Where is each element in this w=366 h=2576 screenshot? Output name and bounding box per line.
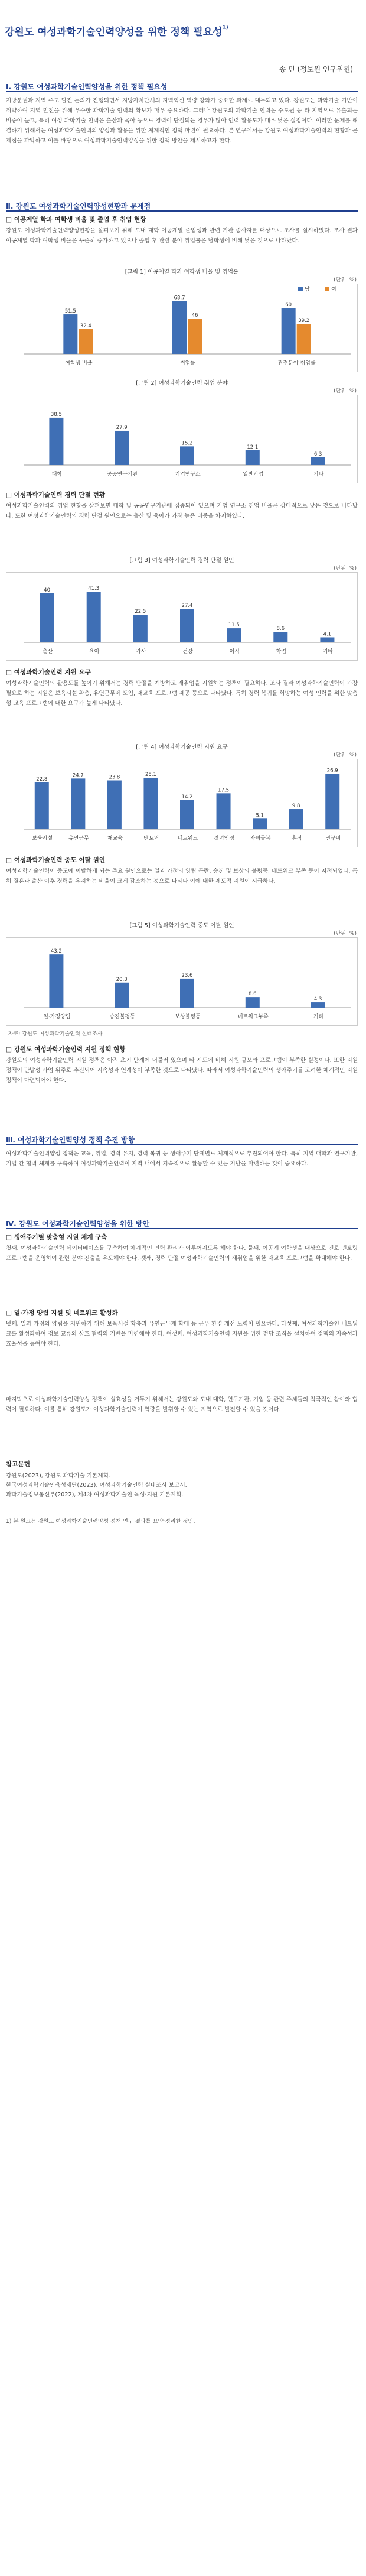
x-tick-label: 기타 [322,649,334,655]
subheading: □ 여성과학기술인력 경력 단절 현황 [6,492,106,499]
data-label: 4.3 [313,996,322,1003]
data-label: 17.5 [218,787,230,794]
x-tick-label: 일반기업 [243,472,264,477]
chart-1-frame [6,284,358,372]
figure-caption: [그림 2] 여성과학기술인력 취업 분야 [136,380,228,386]
bar [40,593,54,642]
reference-item: 한국여성과학기술인육성재단(2023), 여성과학기술인력 실태조사 보고서. [6,1482,187,1489]
x-tick-label: 건강 [182,649,193,655]
bar [180,609,194,642]
title-text: 강원도 여성과학기술인력양성을 위한 정책 필요성 [5,26,223,38]
chart-2 [6,395,357,483]
paragraph-10: 마지막으로 여성과학기술인력양성 정책이 실효성을 거두기 위해서는 강원도와 도내 대학, 연구기관, 기업 등 관련 주체들의 적극적인 참여와 협력이 필요하다. 이를 통해 강원도가 여성과학기술인력이 역량을 발휘할 수 있는 지역으로 발전할 수 있을 것이다. [6,1396,358,1413]
bar [282,308,296,354]
title-footnote-mark: ¹⁾ [222,24,228,34]
bar [311,457,325,465]
data-label: 6.3 [313,451,322,457]
legend-swatch [298,287,303,291]
data-label: 15.2 [181,440,193,447]
bar [273,632,287,642]
divider [6,1144,358,1145]
x-tick-label: 가사 [136,649,146,655]
data-label: 23.8 [109,774,120,781]
figure-caption: [그림 3] 여성과학기술인력 경력 단절 원인 [129,557,234,564]
x-tick-label: 유연근무 [68,836,89,842]
divider [6,91,358,92]
bar [180,800,194,829]
figure-caption: [그림 5] 여성과학기술인력 중도 이탈 원인 [129,922,234,929]
bar [311,1002,325,1008]
unit-label: (단위: %) [334,277,357,283]
section-3-heading: Ⅲ. 여성과학기술인력양성 정책 추진 방향 [6,1136,135,1144]
data-label: 4.1 [323,631,332,638]
unit-label: (단위: %) [334,388,357,394]
data-label: 9.8 [292,803,300,810]
legend-swatch [325,287,329,291]
bar [297,324,311,354]
x-tick-label: 육아 [89,649,100,655]
subheading: □ 강원도 여성과학기술인력 지원 정책 현황 [6,1046,126,1053]
references-heading: 참고문헌 [6,1461,30,1468]
chart-5-frame [6,937,358,1026]
chart-5 [6,938,357,1025]
unit-label: (단위: %) [334,566,357,571]
subheading: □ 여성과학기술인력 지원 요구 [6,669,91,676]
bar [143,778,158,829]
data-label: 38.5 [50,411,62,418]
data-label: 27.4 [181,603,193,609]
data-label: 25.1 [145,771,156,778]
chart-4-frame [6,759,358,847]
data-label: 22.8 [36,776,48,782]
reference-item: 강원도(2023), 강원도 과학기술 기본계획. [6,1473,110,1479]
x-tick-label: 취업률 [179,360,196,366]
bar [246,997,260,1008]
data-label: 26.9 [326,768,338,774]
data-label: 41.3 [88,586,100,592]
divider [6,210,358,212]
x-tick-label: 재교육 [107,836,123,842]
x-tick-label: 일·가정양립 [43,1014,71,1020]
bar [246,450,260,465]
x-tick-label: 휴직 [291,836,302,842]
subheading: □ 일·가정 양립 지원 및 네트워크 활성화 [6,1310,118,1317]
chart-4 [6,759,357,847]
source-note: 자료: 강원도 여성과학기술인력 실태조사 [8,1031,103,1037]
x-tick-label: 기타 [313,472,324,477]
data-label: 14.2 [181,794,193,800]
section-4-heading: Ⅳ. 강원도 여성과학기술인력양성을 위한 방안 [6,1220,150,1228]
x-tick-label: 출산 [42,649,53,655]
page-title [5,2,361,59]
bar [253,818,267,829]
chart-2-frame [6,395,358,483]
x-tick-label: 기타 [313,1014,324,1020]
bar [115,983,129,1008]
references [6,1471,358,1500]
bar [87,592,101,642]
bar [325,774,339,829]
data-label: 20.3 [116,976,128,983]
bar [71,778,85,829]
legend-label: 남 [305,287,310,293]
paragraph-8: 첫째, 여성과학기술인력 데이터베이스를 구축하여 체계적인 인력 관리가 이루어지도록 해야 한다. 둘째, 이공계 여학생을 대상으로 진로 멘토링 프로그램을 운영하여 관련 분야 진출을 유도해야 한다. 셋째, 경력 단절 여성과학기술인력의 재취업을 위한 재교육 프로그램을 확대해야 한다. [6,1245,358,1262]
x-tick-label: 네트워크부족 [237,1014,269,1020]
x-tick-label: 관련분야 취업률 [277,360,316,366]
data-label: 46 [191,313,198,319]
author: 송 민 (정보원 연구위원) [279,65,353,73]
figure-caption: [그림 4] 여성과학기술인력 지원 요구 [136,744,228,751]
bar [172,301,187,354]
x-tick-label: 여학생 비율 [65,360,93,366]
paragraph-2: 강원도 여성과학기술인력양성현황을 살펴보기 위해 도내 대학 이공계열 졸업생과 관련 기관 종사자를 대상으로 조사를 실시하였다. 조사 결과 이공계열 학과 여학생 비율은 꾸준히 증가하고 있으나 졸업 후 관련 분야 취업률은 남학생에 비해 낮은 것으로 나타났다. [6,228,358,244]
data-label: 40 [44,587,50,593]
reference-item: 과학기술정보통신부(2022), 제4차 여성과학기술인 육성·지원 기본계획. [6,1492,184,1498]
paragraph-6: 강원도의 여성과학기술인력 지원 정책은 아직 초기 단계에 머물러 있으며 타 시도에 비해 지원 규모와 프로그램이 부족한 실정이다. 또한 지원 정책이 단발성 사업 위주로 추진되어 지속성과 연계성이 부족한 것으로 나타났다. 따라서 여성과학기술인력의 생애주기를 고려한 체계적인 지원 정책이 마련되어야 한다. [6,1057,358,1084]
section-2-heading: Ⅱ. 강원도 여성과학기술인력양성현황과 문제점 [6,202,151,210]
x-tick-label: 공공연구기관 [107,472,138,477]
chart-1 [6,284,357,372]
subheading: □ 이공계열 학과 여학생 비율 및 졸업 후 취업 현황 [6,216,146,223]
section-1-heading: Ⅰ. 강원도 여성과학기술인력양성을 위한 정책 필요성 [6,83,168,91]
data-label: 23.6 [181,972,193,979]
data-label: 68.7 [174,295,185,301]
data-label: 8.6 [276,626,285,632]
figure-caption: [그림 1] 이공계열 학과 여학생 비율 및 취업률 [125,269,239,275]
paragraph-7: 여성과학기술인력양성 정책은 교육, 취업, 경력 유지, 경력 복귀 등 생애주기 단계별로 체계적으로 추진되어야 한다. 특히 지역 대학과 연구기관, 기업 간 협력 체계를 구축하여 여성과학기술인력이 지역 내에서 지속적으로 활동할 수 있는 기반을 마련하는 것이 중요하다. [6,1151,358,1167]
bar [320,637,334,642]
data-label: 11.5 [228,622,240,629]
bar [180,446,194,465]
bar [133,615,148,642]
x-tick-label: 경력인정 [214,836,234,842]
data-label: 60 [285,302,292,308]
bar [115,431,129,465]
x-tick-label: 승진불평등 [109,1014,135,1020]
footnote: 1) 본 원고는 강원도 여성과학기술인력양성 정책 연구 결과를 요약·정리한 것임. [6,1513,358,1526]
bar [79,329,93,354]
legend-label: 여 [331,287,336,293]
data-label: 24.7 [72,772,84,779]
title-box [5,2,361,56]
bar [35,782,49,829]
paragraph-5: 여성과학기술인력이 중도에 이탈하게 되는 주요 원인으로는 일과 가정의 양립 곤란, 승진 및 보상의 불평등, 네트워크 부족 등이 지적되었다. 특히 결혼과 출산 이후 경력을 유지하는 비율이 크게 감소하는 것으로 나타나 이에 대한 제도적 지원이 시급하다. [6,868,358,885]
data-label: 39.2 [298,318,310,324]
x-tick-label: 연구비 [325,836,341,842]
x-tick-label: 기업연구소 [175,472,201,477]
bar [289,809,303,829]
data-label: 8.6 [249,991,257,998]
x-tick-label: 보육시설 [32,836,53,842]
paragraph-3: 여성과학기술인력의 취업 현황을 살펴보면 대학 및 공공연구기관에 집중되어 있으며 기업 연구소 취업 비율은 상대적으로 낮은 것으로 나타났다. 또한 여성과학기술인력의 경력 단절 원인으로는 출산 및 육아가 가장 높은 비중을 차지하였다. [6,503,358,519]
subheading: □ 생애주기별 맞춤형 지원 체계 구축 [6,1234,107,1241]
data-label: 51.5 [64,308,76,315]
paragraph-4: 여성과학기술인력의 활용도를 높이기 위해서는 경력 단절을 예방하고 재취업을 지원하는 정책이 필요하다. 조사 결과 여성과학기술인력이 가장 필요로 하는 지원은 보육시설 확충, 유연근무제 도입, 재교육 프로그램 제공 등으로 나타났다. 특히 경력 복귀를 희망하는 여성 인력을 위한 맞춤형 교육 프로그램에 대한 요구가 높게 나타났다. [6,680,358,707]
bar [180,979,194,1008]
data-label: 27.9 [116,424,128,431]
data-label: 5.1 [256,813,264,819]
paragraph-1: 지방분권과 지역 주도 발전 논의가 진행되면서 지방자치단체의 지역혁신 역량 강화가 중요한 과제로 대두되고 있다. 강원도는 과학기술 기반이 취약하여 지역 발전을 위해 우수한 과학기술 인력의 확보가 매우 중요하다. 그러나 강원도의 과학기술 인력은 수도권 등 타 지역으로 유출되는 비중이 높고, 특히 여성 과학기술 인력은 출산과 육아 등으로 경력이 단절되는 경우가 많아 인력 활용도가 매우 낮은 실정이다. 이러한 문제를 해결하기 위해서는 여성과학기술인력의 양성과 활용을 위한 체계적인 정책 마련이 필요하다. 본 연구에서는 강원도 여성과학기술인력의 현황과 문제점을 파악하고 이를 바탕으로 여성과학기술인력양성을 위한 정책 방안을 제시하고자 한다. [6,98,358,144]
bar [49,418,63,465]
divider [6,1228,358,1229]
bar [49,954,63,1008]
unit-label: (단위: %) [334,931,357,937]
paragraph-9: 넷째, 일과 가정의 양립을 지원하기 위해 보육시설 확충과 유연근무제 확대 등 근무 환경 개선 노력이 필요하다. 다섯째, 여성과학기술인 네트워크를 활성화하여 정보 교류와 상호 협력의 기반을 마련해야 한다. 여섯째, 여성과학기술인력 지원을 위한 전담 조직을 설치하여 정책의 지속성과 효율성을 높여야 한다. [6,1321,358,1347]
data-label: 43.2 [50,948,62,955]
unit-label: (단위: %) [334,752,357,758]
x-tick-label: 자녀돌봄 [250,836,271,842]
x-tick-label: 대학 [51,472,63,477]
x-tick-label: 보상불평등 [175,1014,201,1020]
bar [217,793,231,829]
x-tick-label: 이직 [229,649,240,655]
data-label: 12.1 [247,444,259,450]
bar [63,314,77,354]
bar [107,780,122,829]
data-label: 22.5 [135,609,146,615]
chart-3-frame [6,572,358,661]
bar [188,319,202,354]
x-tick-label: 네트워크 [177,836,198,842]
subheading: □ 여성과학기술인력 중도 이탈 원인 [6,857,106,864]
bar [227,628,241,642]
data-label: 32.4 [80,323,92,329]
x-tick-label: 멘토링 [143,836,159,842]
chart-3 [6,573,357,660]
x-tick-label: 학업 [276,649,286,655]
